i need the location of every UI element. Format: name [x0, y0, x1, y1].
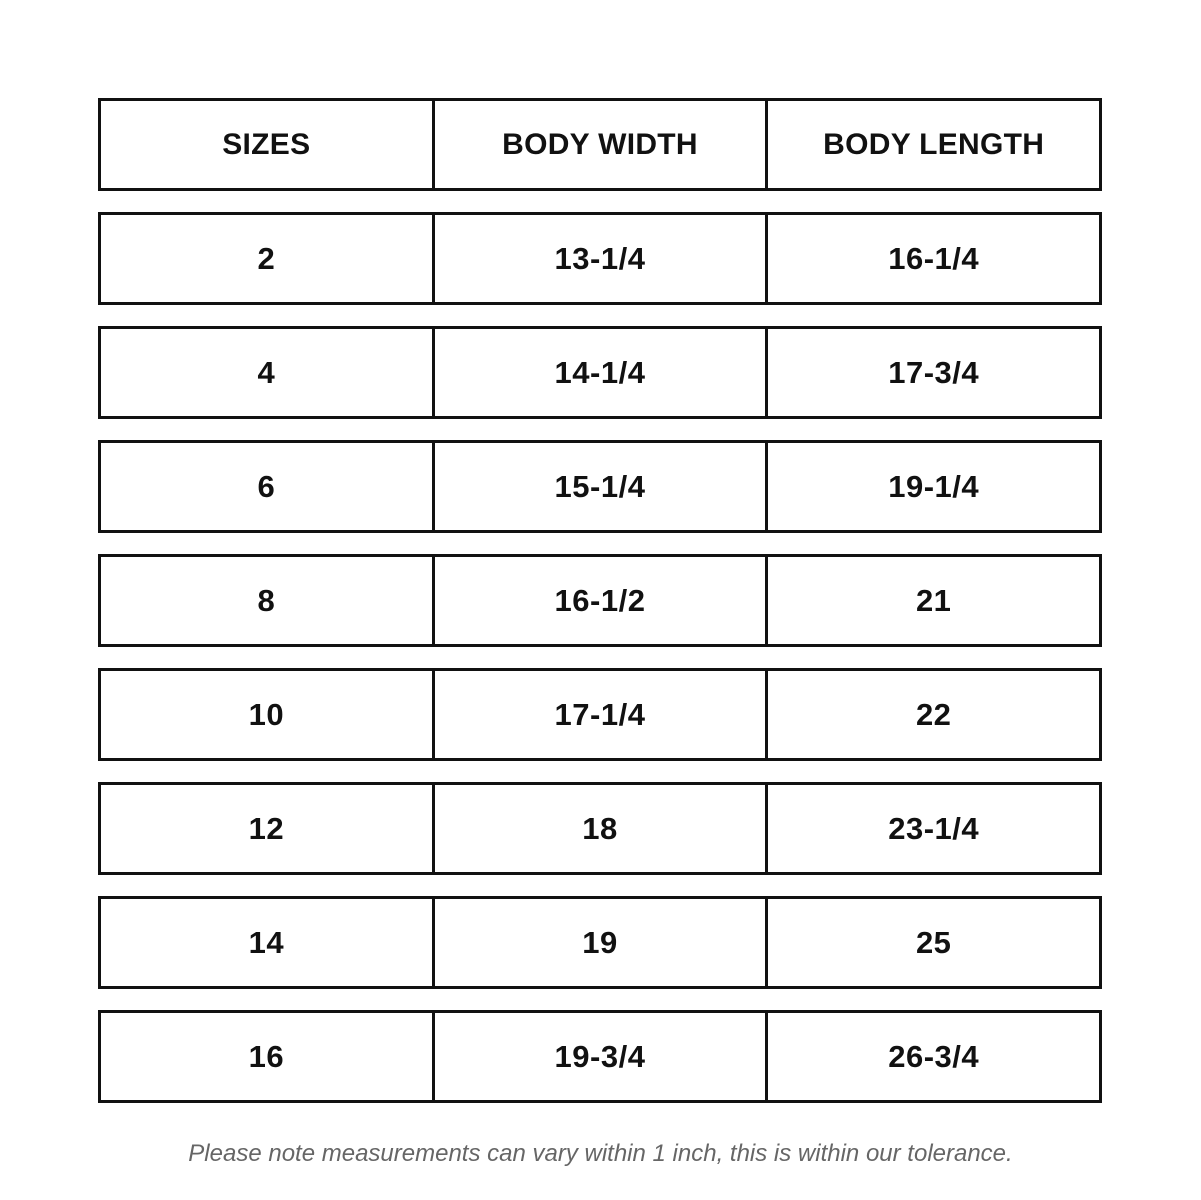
table-row: [98, 212, 1102, 305]
size-cell: 14: [248, 924, 285, 960]
measurement-footnote: Please note measurements can vary within 1 inch, this is within our tolerance.: [188, 1140, 1013, 1167]
header-sizes: SIZES: [222, 127, 311, 161]
table-row: [98, 326, 1102, 419]
table-row: [98, 896, 1102, 989]
size-cell: 16: [248, 1038, 285, 1074]
body-width-cell: 16-1/2: [432, 557, 766, 644]
table-row: [98, 554, 1102, 647]
size-cell: 6: [257, 468, 276, 504]
body-length-cell: 22: [765, 671, 1099, 758]
body-width-cell: 14-1/4: [432, 329, 766, 416]
table-row: [98, 440, 1102, 533]
table-header-row: [98, 98, 1102, 191]
size-cell: 2: [257, 240, 276, 276]
size-chart-table: [98, 98, 1102, 1103]
size-cell: 12: [248, 810, 285, 846]
body-width-cell: 13-1/4: [432, 215, 766, 302]
body-width-cell: 19: [432, 899, 766, 986]
body-length-cell: 16-1/4: [765, 215, 1099, 302]
table-row: [98, 1010, 1102, 1103]
body-width-cell: 18: [432, 785, 766, 872]
body-length-cell: 25: [765, 899, 1099, 986]
body-width-cell: 19-3/4: [432, 1013, 766, 1100]
body-length-cell: 23-1/4: [765, 785, 1099, 872]
header-body-width: BODY WIDTH: [432, 101, 766, 188]
header-body-length: BODY LENGTH: [765, 101, 1099, 188]
body-width-cell: 17-1/4: [432, 671, 766, 758]
size-cell: 8: [257, 582, 276, 618]
body-width-cell: 15-1/4: [432, 443, 766, 530]
size-cell: 4: [257, 354, 276, 390]
table-row: [98, 668, 1102, 761]
body-length-cell: 26-3/4: [765, 1013, 1099, 1100]
table-row: [98, 782, 1102, 875]
body-length-cell: 19-1/4: [765, 443, 1099, 530]
body-length-cell: 21: [765, 557, 1099, 644]
size-cell: 10: [248, 696, 285, 732]
body-length-cell: 17-3/4: [765, 329, 1099, 416]
